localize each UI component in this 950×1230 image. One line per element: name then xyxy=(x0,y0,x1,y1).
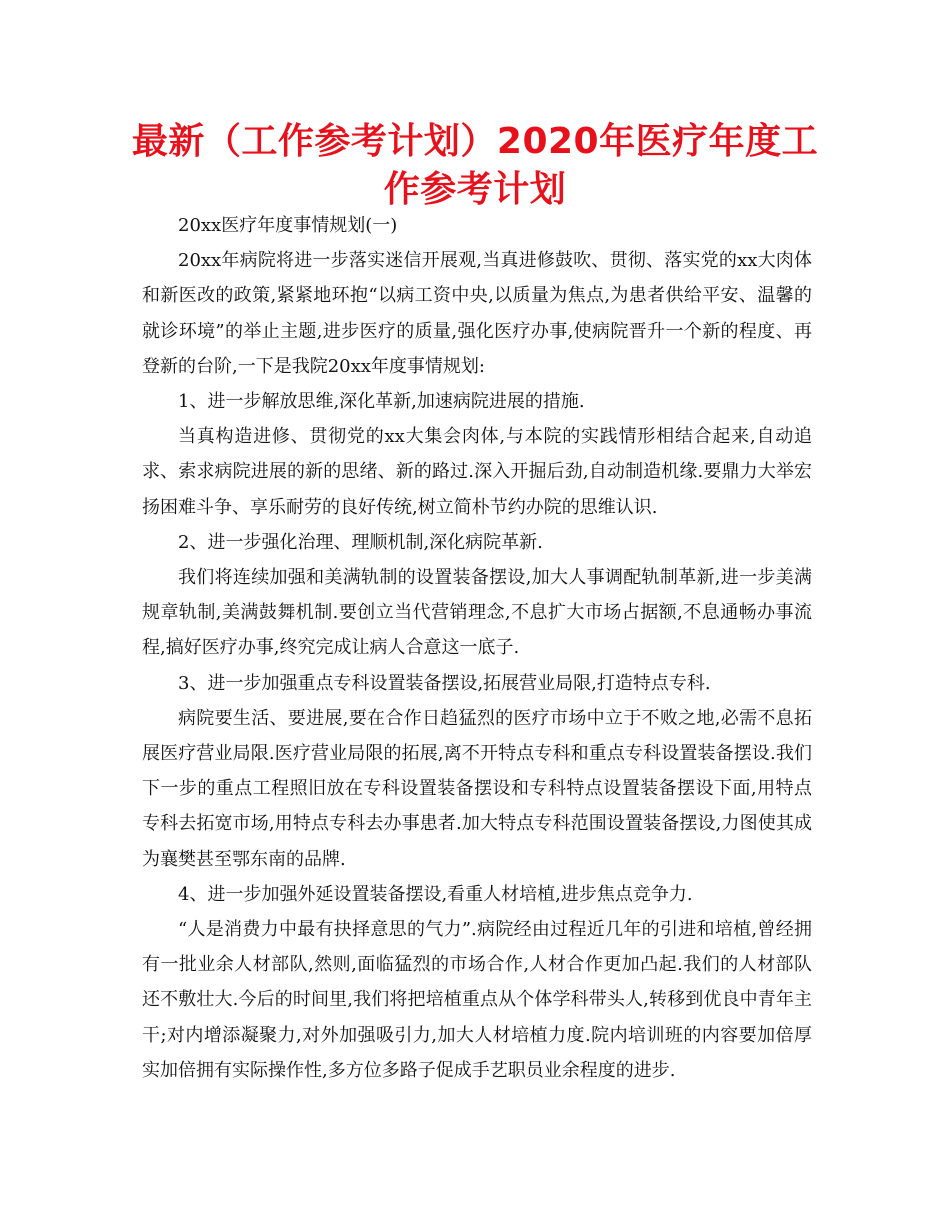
paragraph-heading-4: 4、进一步加强外延设置装备摆设,看重人材培植,进步焦点竞争力. xyxy=(178,883,693,905)
paragraph-heading-2: 2、进一步强化治理、理顺机制,深化病院革新. xyxy=(178,531,543,553)
paragraph-body-1: 当真构造进修、贯彻党的xx大集会肉体,与本院的实践情形相结合起来,自动追求、索求病院进展的新的思绪、新的路过.深入开掘后劲,自动制造机缘.要鼎力大举宏扬困难斗争、享乐耐劳的良好传统,树立简朴节约办院的思维认识. xyxy=(142,426,812,518)
paragraph-section-heading: 20xx医疗年度事情规划(一) xyxy=(178,215,398,236)
document-title: 最新（工作参考计划）2020年医疗年度工作参考计划 xyxy=(131,121,819,210)
paragraph-heading-3: 3、进一步加强重点专科设置装备摆设,拓展营业局限,打造特点专科. xyxy=(178,672,711,694)
paragraph-body-3: 病院要生活、要进展,要在合作日趋猛烈的医疗市场中立于不败之地,必需不息拓展医疗营业局限.医疗营业局限的拓展,离不开特点专科和重点专科设置装备摆设.我们下一步的重点工程照旧放在专科设置装备摆设和专科特点设置装备摆设下面,用特点专科去拓宽市场,用特点专科去办事患者.加大特点专科范围设置装备摆设,力图使其成为襄樊甚至鄂东南的品牌. xyxy=(142,707,812,870)
paragraph-body-2: 我们将连续加强和美满轨制的设置装备摆设,加大人事调配轨制革新,进一步美满规章轨制,美满鼓舞机制.要创立当代营销理念,不息扩大市场占据额,不息通畅办事流程,搞好医疗办事,终究完成让病人合意这一底子. xyxy=(142,567,812,659)
document-body xyxy=(142,208,812,1088)
paragraph-body-4: “人是消费力中最有抉择意思的气力”.病院经由过程近几年的引进和培植,曾经拥有一批业余人材部队,然则,面临猛烈的市场合作,人材合作更加凸起.我们的人材部队还不敷壮大.今后的时间里,我们将把培植重点从个体学科带头人,转移到优良中青年主干;对内增添凝聚力,对外加强吸引力,加大人材培植力度.院内培训班的内容要加倍厚实加倍拥有实际操作性,多方位多路子促成手艺职员业余程度的进步. xyxy=(142,919,812,1081)
paragraph-heading-1: 1、进一步解放思维,深化革新,加速病院进展的措施. xyxy=(178,391,585,413)
paragraph-intro: 20xx年病院将进一步落实迷信开展观,当真进修鼓吹、贯彻、落实党的xx大肉体和新医改的政策,紧紧地环抱“以病工资中央,以质量为焦点,为患者供给平安、温馨的就诊环境”的举止主题,进步医疗的质量,强化医疗办事,使病院晋升一个新的程度、再登新的台阶,一下是我院20xx年度事情规划: xyxy=(142,250,812,377)
